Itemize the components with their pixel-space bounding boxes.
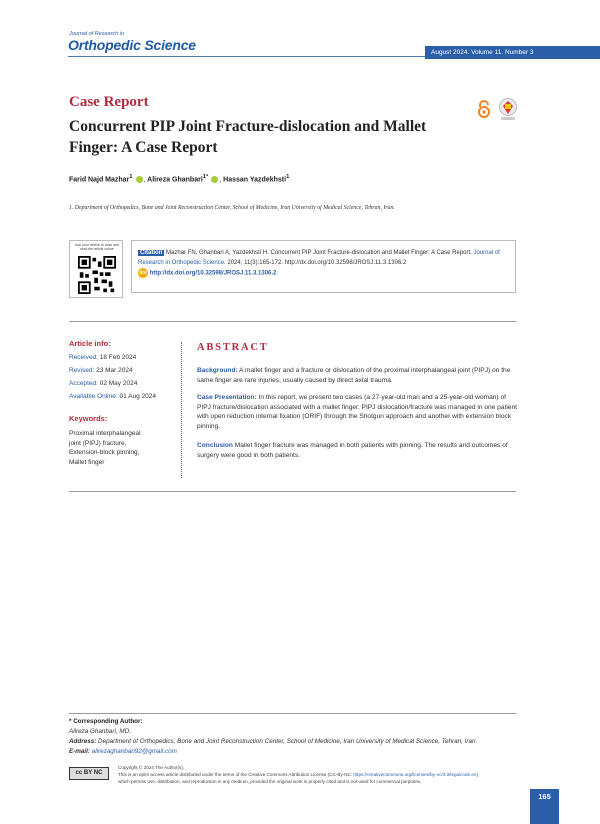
keywords-title: Keywords:	[69, 414, 108, 423]
citation-text: Mazhar FN, Ghanbari A, Yazdekhsti H. Concurrent PIP Joint Fracture-dislocation and Mallet Finger: A Case Report.	[166, 250, 472, 256]
citation-box	[131, 240, 516, 293]
section-divider	[69, 491, 516, 492]
keywords-list	[69, 429, 169, 467]
background-text: A mallet finger and a fracture or dislocation of the proximal interphalangeal joint (PIPJ) on the same finger are rare injuries, usually caused by direct axial trauma.	[197, 367, 511, 384]
journal-name: Orthopedic Science	[68, 37, 196, 53]
license-line-1	[118, 772, 479, 777]
doi-link[interactable]: http://dx.doi.org/10.32598/JROSJ.11.3.1306.2	[149, 270, 277, 277]
abstract-title: ABSTRACT	[197, 342, 269, 353]
conclusion-label: Conclusion	[197, 442, 233, 449]
online-date: 01 Aug 2024	[119, 393, 156, 400]
revised-date: 23 Mar 2024	[96, 367, 133, 374]
abstract-conclusion	[197, 441, 517, 460]
case-text: In this report, we present two cases (a 27-year-old man and a 25-year-old woman) of PIPJ fracture/dislocation associated with a mallet finger. PIPJ dislocation/fracture was managed in one patient with open reduction internal fixation (ORIF) through the Shotgun approach and another with extension block pinning.	[197, 394, 517, 430]
abstract-background	[197, 366, 517, 385]
page-number: 165	[530, 789, 559, 805]
background-label: Background:	[197, 367, 238, 374]
keyword-line: Extension-block pinning,	[69, 449, 140, 456]
affiliation: 1. Department of Orthopedics, Bone and Joint Reconstruction Center, School of Medicine, Iran University of Medical Science, Tehran, Iran.	[69, 205, 395, 211]
conclusion-text: Mallet finger fracture was managed in both patients with pinning. The results and outcomes of surgery were good in both patients.	[197, 442, 508, 459]
author-name[interactable]: Alireza Ghanbari	[147, 176, 203, 184]
journal-subtitle: Journal of Research in	[69, 31, 125, 37]
crossmark-icon[interactable]	[498, 98, 518, 122]
revised-label: Revised:	[69, 367, 95, 374]
orcid-icon[interactable]	[211, 176, 218, 183]
qr-panel	[69, 240, 123, 298]
accepted-row	[69, 380, 137, 387]
page-side-bar	[530, 805, 559, 824]
doi-icon: doi	[139, 270, 147, 276]
abstract-case	[197, 393, 517, 431]
corresponding-name: Alireza Ghanbari, MD.	[69, 728, 131, 735]
citation-journal[interactable]: Journal of Research in Orthopedic Science	[138, 250, 500, 266]
corresponding-title: * Corresponding Author:	[69, 718, 143, 725]
author-name[interactable]: Farid Najd Mazhar	[69, 176, 130, 184]
received-date: 18 Feb 2024	[99, 354, 137, 361]
issue-banner: August 2024. Volume 11. Number 3	[425, 46, 600, 59]
address-text: Department of Orthopedics, Bone and Joint Reconstruction Center, School of Medicine, Iran University of Medical Science, Tehran, Iran.	[98, 738, 478, 745]
article-type: Case Report	[69, 94, 149, 110]
online-label: Available Online:	[69, 393, 118, 400]
corresponding-email	[69, 748, 177, 755]
citation-label: Citation	[140, 250, 163, 256]
address-label: Address:	[69, 738, 97, 745]
copyright-line: Copyright © 2024 The Author(s);	[118, 765, 185, 770]
accepted-label: Accepted:	[69, 380, 98, 387]
article-title: Concurrent PIP Joint Fracture-dislocation and Mallet Finger: A Case Report	[69, 118, 427, 156]
keyword-line: joint (PIPJ) fracture,	[69, 439, 127, 447]
received-label: Received:	[69, 354, 98, 361]
qr-code-icon[interactable]	[78, 256, 116, 294]
author-name[interactable]: Hassan Yazdekhsti	[223, 176, 287, 184]
keyword-line: Mallet finger	[69, 458, 105, 466]
license-line-2: which permits use, distribution, and reproduction in any medium, provided the original work is properly cited and is not used for commercial purposes.	[118, 779, 422, 784]
article-info-title: Article info:	[69, 339, 111, 348]
accepted-date: 02 May 2024	[99, 380, 138, 387]
license-link[interactable]: https://creativecommons.org/licenses/by-nc/4.0/legalcode.en	[353, 772, 477, 777]
cc-license-icon[interactable]: cc BY NC	[69, 767, 109, 780]
qr-caption: Use your device to scan and read the article online	[74, 243, 120, 251]
author-sup: 1	[286, 174, 290, 180]
citation-details: . 2024; 11(3):165-172. http://dx.doi.org/10.32598/JROSJ.11.3.1306.2	[224, 259, 407, 266]
section-divider	[69, 321, 516, 322]
revised-row	[69, 367, 133, 374]
license-text: This is an open access article distributed under the terms of the Creative Commons Attribution License (CC-By-NC:	[118, 772, 354, 777]
author-list: Farid Najd Mazhar$^1$ , Alireza Ghanbari$^{1*}$ , Hassan Yazdekhsti$^1$	[69, 174, 290, 184]
online-row	[69, 393, 156, 400]
license-text-end: ),	[476, 772, 480, 777]
keyword-line: Proximal interphalangeal	[69, 430, 141, 437]
column-divider	[181, 342, 182, 478]
email-link[interactable]: alirezaghanbari92@gmail.com	[91, 748, 177, 755]
received-row	[69, 354, 136, 361]
author-sup: 1*	[202, 174, 209, 180]
open-access-icon[interactable]	[476, 100, 492, 118]
case-label: Case Presentation:	[197, 394, 257, 401]
footer-divider	[69, 713, 516, 714]
email-label: E-mail:	[69, 748, 90, 755]
corresponding-address	[69, 738, 477, 745]
orcid-icon[interactable]	[136, 176, 143, 183]
author-sup: 1	[129, 174, 133, 180]
